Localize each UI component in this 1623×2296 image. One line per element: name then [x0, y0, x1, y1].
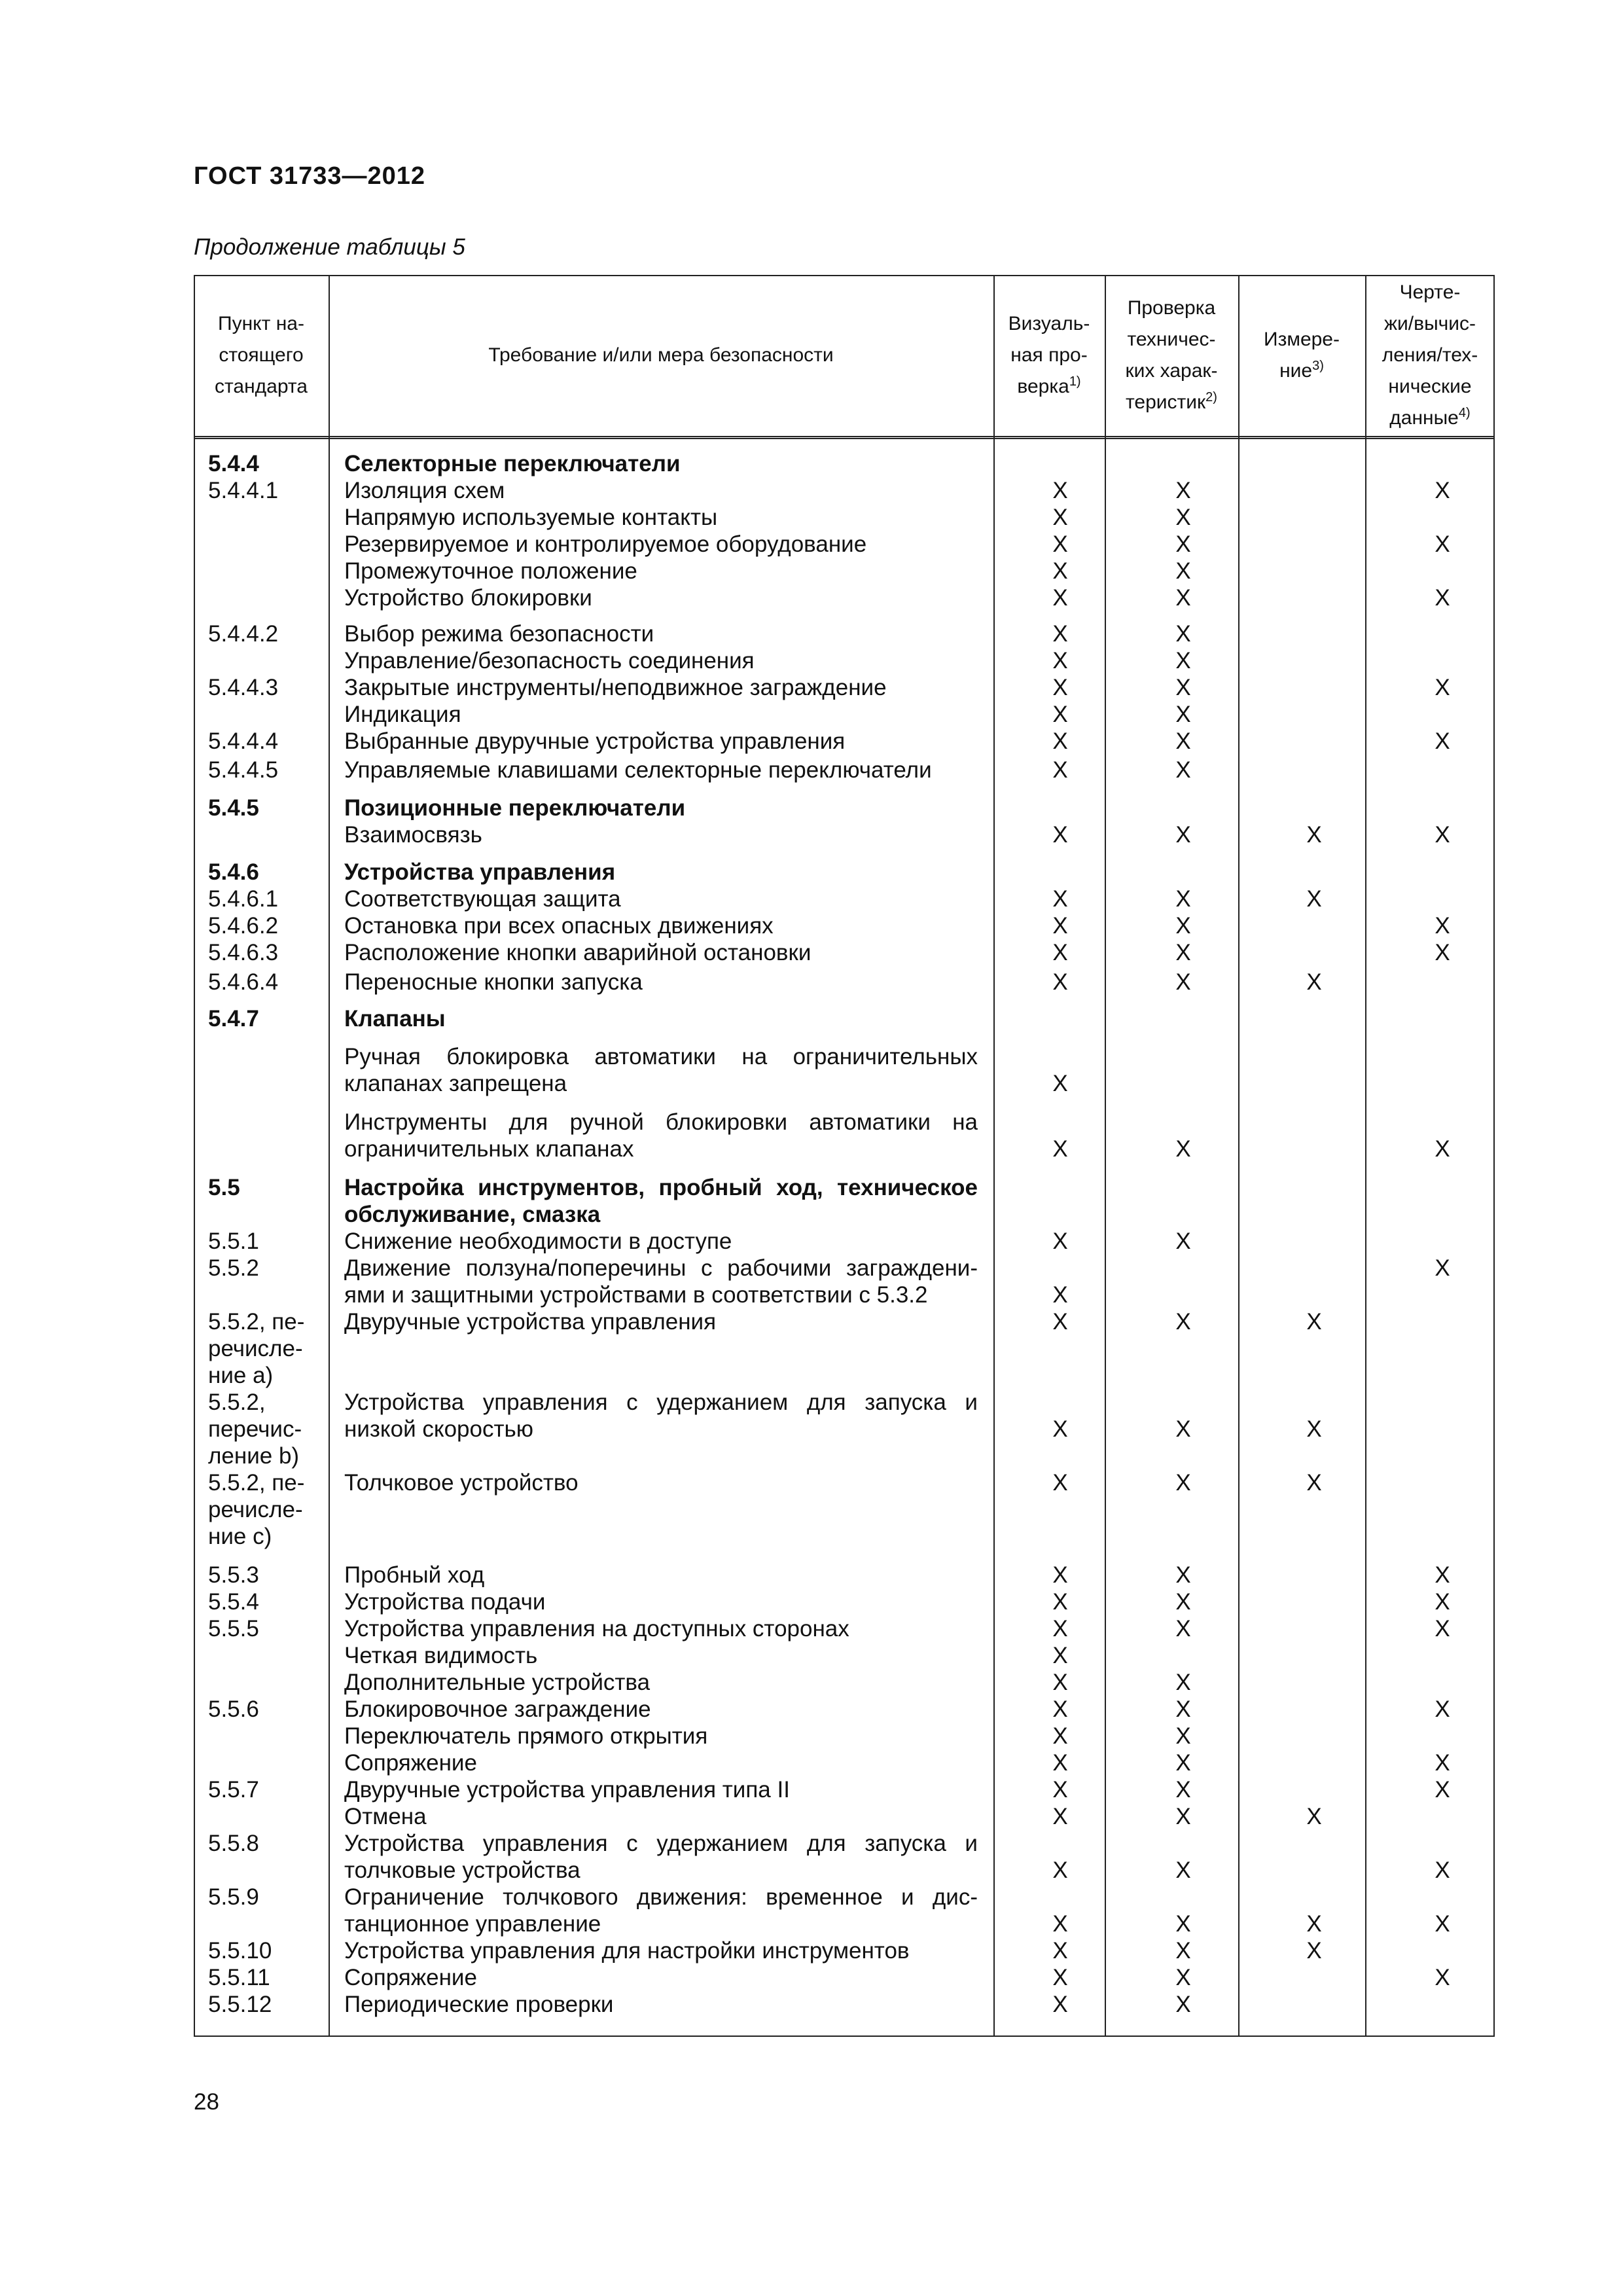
- row-point: 5.4.5: [208, 795, 259, 821]
- row-mark: X: [1175, 505, 1191, 530]
- row-point: 5.4.4.3: [208, 675, 279, 700]
- row-point: 5.4.6.3: [208, 940, 279, 965]
- table-caption: Продолжение таблицы 5: [194, 234, 465, 260]
- row-mark: X: [1175, 1938, 1191, 1964]
- row-mark: X: [1052, 1589, 1068, 1615]
- row-mark: X: [1175, 1992, 1191, 2017]
- row-mark: X: [1435, 1616, 1450, 1641]
- row-mark: X: [1175, 648, 1191, 673]
- row-mark: X: [1052, 585, 1068, 611]
- row-mark: X: [1052, 1643, 1068, 1668]
- row-mark: X: [1052, 1416, 1068, 1442]
- row-mark: X: [1175, 1589, 1191, 1615]
- row-mark: X: [1052, 675, 1068, 700]
- row-point: 5.5.2, пе-: [208, 1309, 305, 1335]
- row-requirement: Устройства управления с удержанием для запуска и: [344, 1831, 978, 1856]
- row-mark: X: [1175, 757, 1191, 783]
- row-point: 5.5.7: [208, 1777, 259, 1803]
- row-requirement: Селекторные переключатели: [344, 451, 681, 476]
- row-mark: X: [1435, 822, 1450, 848]
- row-mark: X: [1435, 728, 1450, 754]
- row-mark: X: [1052, 1992, 1068, 2017]
- row-mark: X: [1435, 478, 1450, 503]
- row-mark: X: [1052, 1470, 1068, 1496]
- row-point: ние c): [208, 1524, 272, 1549]
- row-point: речисле-: [208, 1497, 303, 1522]
- row-requirement: Ограничение толчкового движения: временное и дис-: [344, 1884, 978, 1910]
- row-mark: X: [1435, 531, 1450, 557]
- row-mark: X: [1052, 1136, 1068, 1162]
- row-mark: X: [1052, 1777, 1068, 1803]
- row-point: 5.4.4.1: [208, 478, 279, 503]
- row-mark: X: [1175, 940, 1191, 965]
- row-requirement: Настройка инструментов, пробный ход, техническое: [344, 1175, 978, 1200]
- row-requirement: Устройства управления: [344, 859, 616, 885]
- row-requirement: Отмена: [344, 1804, 427, 1829]
- row-requirement: Двуручные устройства управления типа II: [344, 1777, 790, 1803]
- header-divider: [194, 436, 1495, 439]
- row-requirement: Двуручные устройства управления: [344, 1309, 717, 1335]
- row-requirement: Клапаны: [344, 1006, 446, 1031]
- row-mark: X: [1052, 728, 1068, 754]
- column-divider: [1238, 275, 1240, 2037]
- row-requirement: Толчковое устройство: [344, 1470, 579, 1496]
- row-requirement: Блокировочное заграждение: [344, 1696, 651, 1722]
- row-mark: X: [1306, 969, 1322, 995]
- row-point: 5.4.7: [208, 1006, 259, 1031]
- row-mark: X: [1175, 1470, 1191, 1496]
- row-mark: X: [1175, 621, 1191, 647]
- row-mark: X: [1052, 822, 1068, 848]
- row-requirement: Управляемые клавишами селекторные переключатели: [344, 757, 932, 783]
- row-mark: X: [1052, 1229, 1068, 1254]
- row-point: 5.5.6: [208, 1696, 259, 1722]
- row-requirement: ограничительных клапанах: [344, 1136, 634, 1162]
- row-point: 5.5.10: [208, 1938, 272, 1964]
- row-mark: X: [1175, 1804, 1191, 1829]
- row-mark: X: [1175, 478, 1191, 503]
- row-mark: X: [1435, 1777, 1450, 1803]
- row-requirement: Напрямую используемые контакты: [344, 505, 718, 530]
- row-mark: X: [1175, 886, 1191, 912]
- row-mark: X: [1175, 585, 1191, 611]
- row-mark: X: [1052, 757, 1068, 783]
- row-mark: X: [1052, 1071, 1068, 1096]
- row-mark: X: [1175, 531, 1191, 557]
- row-mark: X: [1052, 1857, 1068, 1883]
- row-mark: X: [1435, 585, 1450, 611]
- row-point: 5.5.2, пе-: [208, 1470, 305, 1496]
- row-mark: X: [1435, 1857, 1450, 1883]
- row-requirement: Переносные кнопки запуска: [344, 969, 643, 995]
- row-mark: X: [1306, 1938, 1322, 1964]
- row-requirement: Расположение кнопки аварийной остановки: [344, 940, 812, 965]
- row-point: ние a): [208, 1363, 274, 1388]
- row-requirement: Индикация: [344, 702, 461, 727]
- row-requirement: ями и защитными устройствами в соответствии с 5.3.2: [344, 1282, 928, 1308]
- row-point: 5.4.6: [208, 859, 259, 885]
- row-requirement: Устройства управления с удержанием для запуска и: [344, 1390, 978, 1415]
- row-mark: X: [1306, 886, 1322, 912]
- row-mark: X: [1175, 1670, 1191, 1695]
- row-mark: X: [1175, 1616, 1191, 1641]
- row-requirement: Управление/безопасность соединения: [344, 648, 755, 673]
- row-requirement: Четкая видимость: [344, 1643, 538, 1668]
- row-mark: X: [1435, 1696, 1450, 1722]
- row-point: 5.4.4.4: [208, 728, 279, 754]
- row-requirement: Сопряжение: [344, 1750, 477, 1776]
- row-mark: X: [1175, 1750, 1191, 1776]
- row-point: 5.5.5: [208, 1616, 259, 1641]
- row-point: 5.4.4.2: [208, 621, 279, 647]
- row-requirement: Устройства управления на доступных сторонах: [344, 1616, 849, 1641]
- row-requirement: Ручная блокировка автоматики на ограничительных: [344, 1044, 978, 1069]
- row-mark: X: [1306, 822, 1322, 848]
- row-point: 5.5.11: [208, 1965, 270, 1990]
- row-mark: X: [1052, 1670, 1068, 1695]
- row-mark: X: [1052, 1723, 1068, 1749]
- row-point: 5.5.1: [208, 1229, 259, 1254]
- row-mark: X: [1052, 1750, 1068, 1776]
- row-requirement: Сопряжение: [344, 1965, 477, 1990]
- row-mark: X: [1435, 940, 1450, 965]
- row-requirement: Резервируемое и контролируемое оборудование: [344, 531, 867, 557]
- row-mark: X: [1052, 478, 1068, 503]
- row-mark: X: [1175, 1229, 1191, 1254]
- row-mark: X: [1052, 1616, 1068, 1641]
- row-mark: X: [1052, 621, 1068, 647]
- row-mark: X: [1175, 822, 1191, 848]
- row-mark: X: [1052, 1804, 1068, 1829]
- page-number: 28: [194, 2089, 219, 2115]
- row-requirement: Выбор режима безопасности: [344, 621, 654, 647]
- row-requirement: Снижение необходимости в доступе: [344, 1229, 732, 1254]
- row-point: речисле-: [208, 1336, 303, 1361]
- row-mark: X: [1435, 675, 1450, 700]
- header-measurement: Измере- ние$^{3)}$: [1264, 329, 1340, 382]
- row-mark: X: [1306, 1911, 1322, 1937]
- row-point: 5.5: [208, 1175, 240, 1200]
- row-point: 5.4.6.1: [208, 886, 279, 912]
- row-mark: X: [1175, 969, 1191, 995]
- row-mark: X: [1052, 1911, 1068, 1937]
- row-requirement: Переключатель прямого открытия: [344, 1723, 708, 1749]
- row-requirement: Инструменты для ручной блокировки автоматики на: [344, 1109, 978, 1135]
- column-divider: [329, 275, 330, 2037]
- row-point: 5.4.6.2: [208, 913, 279, 939]
- row-point: 5.5.2,: [208, 1390, 266, 1415]
- row-mark: X: [1052, 1562, 1068, 1588]
- row-mark: X: [1435, 1255, 1450, 1281]
- row-point: 5.4.4: [208, 451, 259, 476]
- row-mark: X: [1052, 886, 1068, 912]
- row-requirement: Позиционные переключатели: [344, 795, 686, 821]
- document-code: ГОСТ 31733—2012: [194, 162, 426, 190]
- row-mark: X: [1052, 1696, 1068, 1722]
- row-requirement: Движение ползуна/поперечины с рабочими заграждени-: [344, 1255, 978, 1281]
- header-requirement: Требование и/или мера безопасности: [488, 344, 834, 366]
- row-mark: X: [1175, 913, 1191, 939]
- row-mark: X: [1435, 1589, 1450, 1615]
- row-mark: X: [1052, 702, 1068, 727]
- row-mark: X: [1175, 675, 1191, 700]
- header-tech-check: Проверка техничес- ких харак- теристик$^{2)}$: [1125, 297, 1218, 413]
- row-requirement: Промежуточное положение: [344, 558, 637, 584]
- row-point: 5.4.4.5: [208, 757, 279, 783]
- row-mark: X: [1175, 1965, 1191, 1990]
- row-mark: X: [1052, 505, 1068, 530]
- row-requirement: Закрытые инструменты/неподвижное заграждение: [344, 675, 887, 700]
- header-visual-check: Визуаль- ная про- верка$^{1)}$: [1008, 313, 1090, 397]
- row-requirement: Соответствующая защита: [344, 886, 621, 912]
- row-mark: X: [1306, 1309, 1322, 1335]
- row-point: 5.5.9: [208, 1884, 259, 1910]
- row-mark: X: [1052, 969, 1068, 995]
- column-divider: [993, 275, 995, 2037]
- row-mark: X: [1052, 1309, 1068, 1335]
- row-requirement: толчковые устройства: [344, 1857, 580, 1883]
- row-mark: X: [1175, 1696, 1191, 1722]
- row-point: перечис-: [208, 1416, 302, 1442]
- row-point: 5.5.8: [208, 1831, 259, 1856]
- row-mark: X: [1175, 1911, 1191, 1937]
- row-point: ление b): [208, 1443, 300, 1469]
- row-mark: X: [1306, 1804, 1322, 1829]
- row-requirement: Устройства подачи: [344, 1589, 546, 1615]
- column-divider: [1365, 275, 1366, 2037]
- row-mark: X: [1175, 1416, 1191, 1442]
- row-point: 5.5.12: [208, 1992, 272, 2017]
- row-mark: X: [1435, 913, 1450, 939]
- row-mark: X: [1175, 1309, 1191, 1335]
- row-point: 5.5.3: [208, 1562, 259, 1588]
- row-mark: X: [1052, 1965, 1068, 1990]
- column-divider: [1105, 275, 1106, 2037]
- row-mark: X: [1052, 1938, 1068, 1964]
- row-requirement: Дополнительные устройства: [344, 1670, 651, 1695]
- row-mark: X: [1435, 1136, 1450, 1162]
- row-requirement: Устройства управления для настройки инструментов: [344, 1938, 910, 1964]
- row-requirement: обслуживание, смазка: [344, 1202, 601, 1227]
- row-mark: X: [1175, 1857, 1191, 1883]
- row-mark: X: [1175, 728, 1191, 754]
- row-mark: X: [1052, 531, 1068, 557]
- row-requirement: низкой скоростью: [344, 1416, 533, 1442]
- row-mark: X: [1306, 1470, 1322, 1496]
- row-mark: X: [1052, 1282, 1068, 1308]
- row-requirement: Устройство блокировки: [344, 585, 592, 611]
- row-requirement: клапанах запрещена: [344, 1071, 567, 1096]
- row-requirement: Взаимосвязь: [344, 822, 482, 848]
- row-requirement: Изоляция схем: [344, 478, 505, 503]
- row-mark: X: [1052, 648, 1068, 673]
- row-requirement: Пробный ход: [344, 1562, 485, 1588]
- row-mark: X: [1435, 1965, 1450, 1990]
- header-drawings: Черте- жи/вычис- ления/тех- нические данные$^{4)}$: [1382, 281, 1478, 429]
- row-mark: X: [1435, 1750, 1450, 1776]
- row-mark: X: [1175, 1562, 1191, 1588]
- row-requirement: Периодические проверки: [344, 1992, 614, 2017]
- header-point: Пункт на- стоящего стандарта: [215, 313, 308, 397]
- row-point: 5.5.2: [208, 1255, 259, 1281]
- row-mark: X: [1052, 558, 1068, 584]
- row-mark: X: [1175, 1723, 1191, 1749]
- row-point: 5.5.4: [208, 1589, 259, 1615]
- row-point: 5.4.6.4: [208, 969, 279, 995]
- row-mark: X: [1052, 940, 1068, 965]
- row-mark: X: [1175, 1777, 1191, 1803]
- row-mark: X: [1175, 558, 1191, 584]
- row-mark: X: [1435, 1562, 1450, 1588]
- row-mark: X: [1175, 702, 1191, 727]
- row-mark: X: [1435, 1911, 1450, 1937]
- row-mark: X: [1175, 1136, 1191, 1162]
- row-requirement: Остановка при всех опасных движениях: [344, 913, 774, 939]
- row-requirement: Выбранные двуручные устройства управления: [344, 728, 846, 754]
- row-mark: X: [1052, 913, 1068, 939]
- row-requirement: танционное управление: [344, 1911, 601, 1937]
- row-mark: X: [1306, 1416, 1322, 1442]
